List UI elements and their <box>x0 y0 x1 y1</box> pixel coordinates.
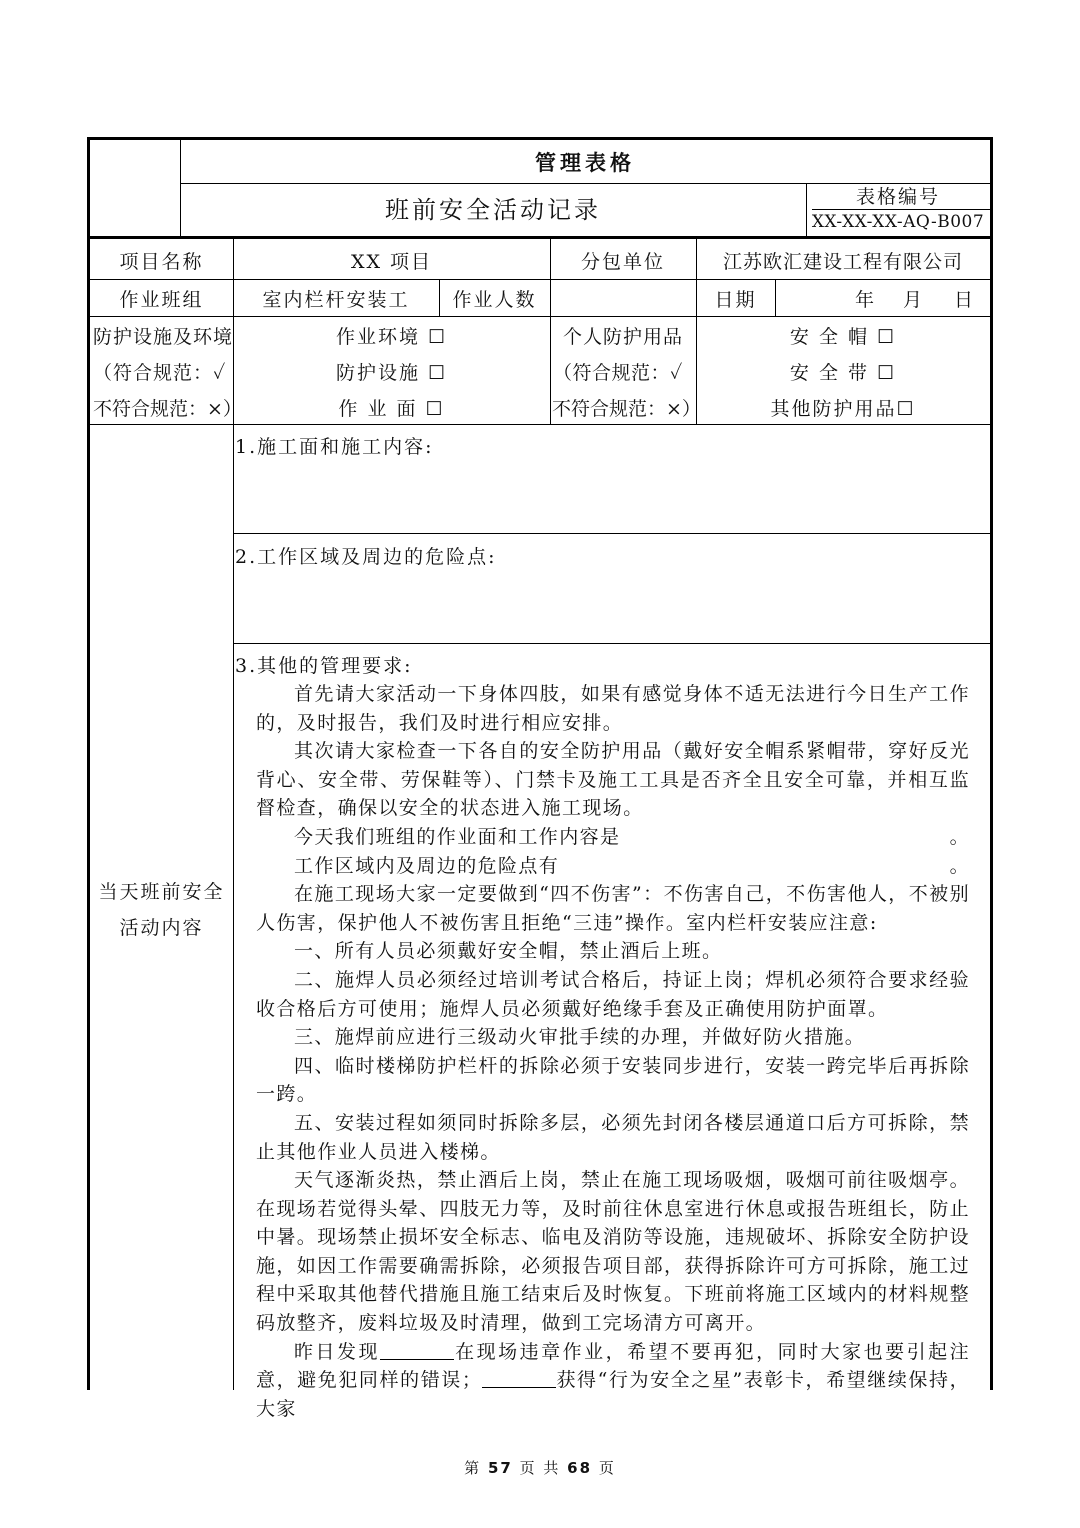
paragraph: 三、施焊前应进行三级动火审批手续的办理，并做好防火措施。 <box>294 1026 866 1049</box>
team-value: 室内栏杆安装工 <box>262 289 410 311</box>
paragraph: 五、安装过程如须同时拆除多层，必须先封闭各楼层通道口后方可拆除，禁止其他作业人员进入楼梯。 <box>256 1111 970 1163</box>
paragraph: 天气逐渐炎热，禁止酒后上岗，禁止在施工现场吸烟，吸烟可前往吸烟亭。在现场若觉得头晕、四肢无力等，及时前往休息室进行休息或报告班组长，防止中暑。现场禁止损坏安全标志、临电及消防等设施，违规破坏、拆除安全防护设施，如因工作需要确需拆除，必须报告项目部，获得拆除许可方可拆除，施工过程中采取其他替代措施且施工结束后及时恢复。下班前将施工区域内的材料规整码放整齐，废料垃圾及时清理，做到工完场清方可离开。 <box>256 1169 971 1335</box>
name-blank[interactable] <box>380 1341 454 1360</box>
main-title: 管理表格 <box>535 151 635 175</box>
subcontractor-label: 分包单位 <box>580 251 665 273</box>
paragraph: 一、所有人员必须戴好安全帽，禁止酒后上班。 <box>294 940 723 963</box>
date-label: 日期 <box>714 289 757 311</box>
date-month: 月 <box>903 289 925 311</box>
paragraph: 工作区域内及周边的危险点有 。 <box>294 854 970 877</box>
paragraph: 四、临时楼梯防护栏杆的拆除必须于安装同步进行，安装一跨完毕后再拆除一跨。 <box>256 1054 970 1106</box>
paragraph: 二、施焊人员必须经过培训考试合格后，持证上岗；焊机必须符合要求经验收合格后方可使用；施焊人员必须戴好绝缘手套及正确使用防护面罩。 <box>256 968 970 1020</box>
ppe-check-label-2: （符合规范：✓ <box>553 362 683 384</box>
workers-count-label: 作业人数 <box>452 289 537 311</box>
ppe-item-other[interactable]: 其他防护用品☐ <box>770 398 916 420</box>
ppe-item-safety-belt[interactable]: 安 全 带 ☐ <box>789 362 897 384</box>
ppe-item-helmet[interactable]: 安 全 帽 ☐ <box>789 326 897 348</box>
section-2-heading: 2.工作区域及周边的危险点: <box>235 546 497 568</box>
paragraph: 首先请大家活动一下身体四肢，如果有感觉身体不适无法进行今日生产工作的，及时报告，我们及时进行相应安排。 <box>256 683 970 734</box>
section-3-heading: 3.其他的管理要求: <box>235 655 413 677</box>
page-number: 57 <box>487 1459 513 1477</box>
section-1-heading: 1.施工面和施工内容: <box>235 436 434 458</box>
date-year: 年 <box>855 289 877 311</box>
ppe-check-label-1: 个人防护用品 <box>562 326 683 348</box>
paragraph: 在施工现场大家一定要做到“四不伤害”：不伤害自己，不伤害他人，不被别人伤害，保护他人不被伤害且拒绝“三违”操作。室内栏杆安装应注意: <box>256 883 970 934</box>
env-item-protective-facilities[interactable]: 防护设施 ☐ <box>335 362 448 384</box>
activity-side-label-2: 活动内容 <box>119 917 204 939</box>
project-name-value: XX 项目 <box>350 251 433 273</box>
name-blank[interactable] <box>482 1369 556 1388</box>
paragraph: 其次请大家检查一下各自的安全防护用品（戴好安全帽系紧帽带，穿好反光背心、安全带、劳保鞋等）、门禁卡及施工工具是否齐全且安全可靠，并相互监督检查，确保以安全的状态进入施工现场。 <box>256 740 970 820</box>
paragraph: 今天我们班组的作业面和工作内容是 。 <box>294 825 970 848</box>
activity-side-label-1: 当天班前安全 <box>98 881 225 903</box>
paragraph: 昨日发现 在现场违章作业，希望不要再犯，同时大家也要引起注意，避免犯同样的错误； 获得“行为安全之星”表彰卡，希望继续保持，大家 <box>256 1340 970 1420</box>
project-name-label: 项目名称 <box>119 251 204 273</box>
management-requirements <box>256 680 970 1423</box>
team-label: 作业班组 <box>119 289 204 311</box>
ppe-check-label-3: 不符合规范：×） <box>552 398 701 420</box>
date-day: 日 <box>954 289 976 311</box>
page-footer: 第 57 页 共 68 页 <box>464 1459 616 1477</box>
env-item-work-environment[interactable]: 作业环境 ☐ <box>335 326 448 348</box>
env-check-label-1: 防护设施及环境 <box>93 326 234 348</box>
env-check-label-3: 不符合规范：×） <box>93 398 242 420</box>
form-number-label: 表格编号 <box>855 186 940 208</box>
env-check-label-2: （符合规范：✓ <box>93 362 227 384</box>
env-item-work-surface[interactable]: 作 业 面 ☐ <box>338 398 445 420</box>
form-title: 班前安全活动记录 <box>385 196 601 224</box>
page-total: 68 <box>567 1459 593 1477</box>
subcontractor-value: 江苏欧汇建设工程有限公司 <box>722 251 963 273</box>
form-number-value: XX-XX-XX-AQ-B007 <box>811 212 985 232</box>
